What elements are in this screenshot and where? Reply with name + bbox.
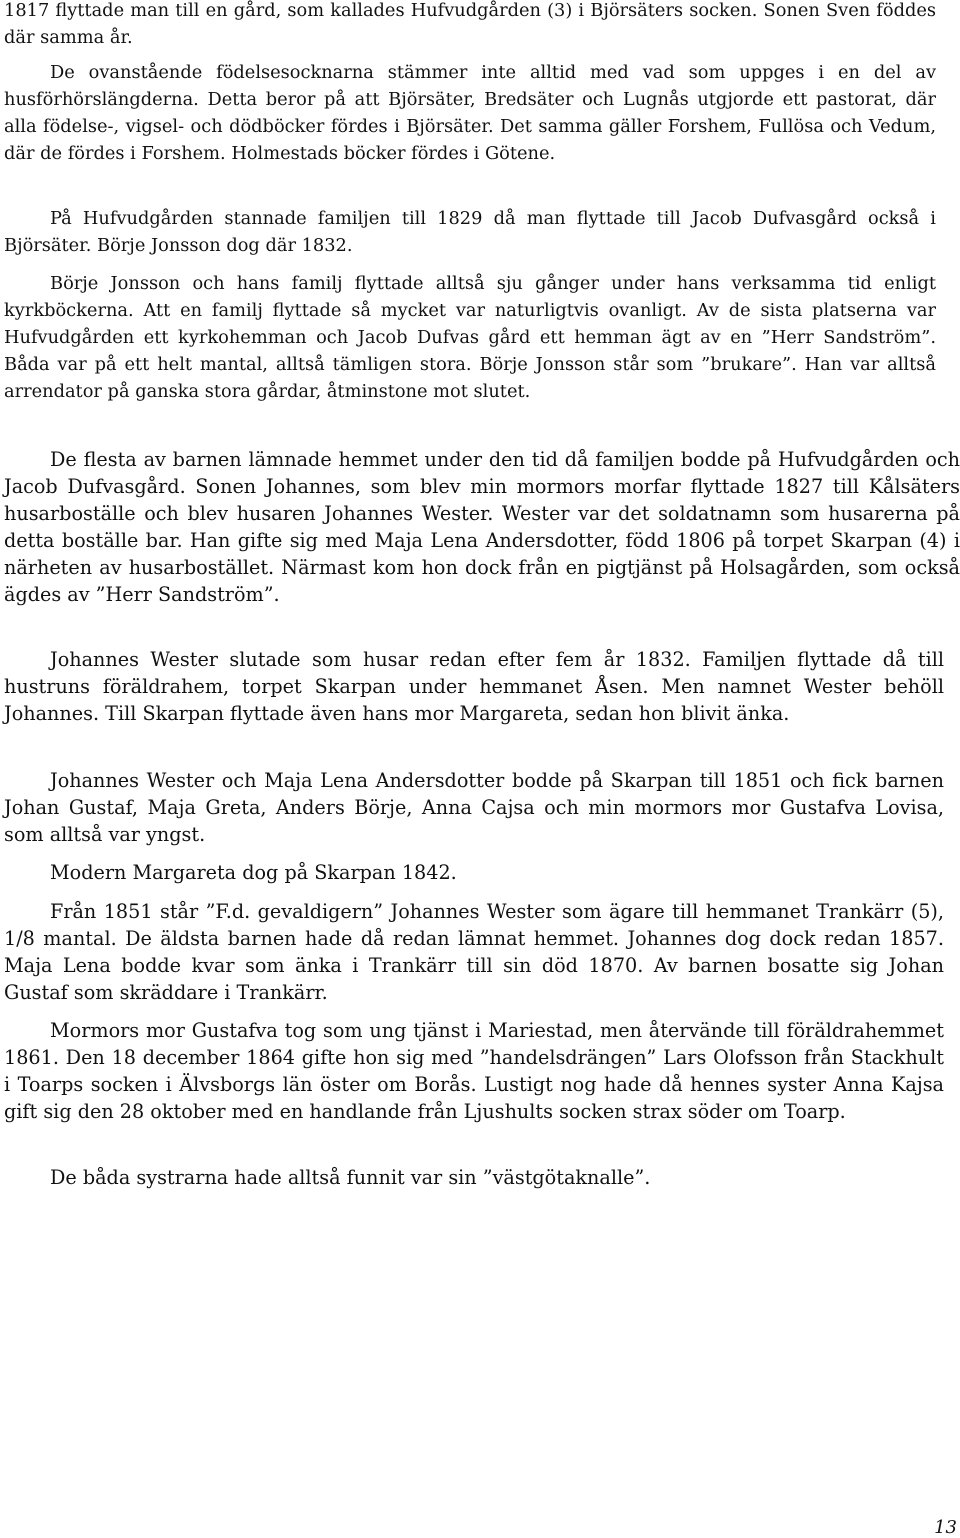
page-number: 13 (934, 1517, 957, 1538)
paragraph-2: De ovanstående födelsesocknarna stämmer inte alltid med vad som uppges i en del av husförhörslängderna. Detta beror på att Björsäter, Bredsäter och Lugnås utgjorde ett pastorat, där alla födelse-, vigsel- och dödböcker fördes i Björsäter. Det samma gäller Forshem, Fullösa och Vedum, där de fördes i Forshem. Holmestads böcker fördes i Götene. (4, 62, 936, 164)
paragraph-3: På Hufvudgården stannade familjen till 1829 då man flyttade till Jacob Dufvasgård också i Björsäter. Börje Jonsson dog där 1832. (4, 208, 936, 256)
paragraph-5: De flesta av barnen lämnade hemmet under den tid då familjen bodde på Hufvudgården och Jacob Dufvasgård. Sonen Johannes, som blev min mormors morfar flyttade 1827 till Kålsäters husarboställe och blev husaren Johannes Wester. Wester var det soldatnamn som husarerna på detta boställe bar. Han gifte sig med Maja Lena Andersdotter, född 1806 på torpet Skarpan (4) i närheten av husarbostället. Närmast kom hon dock från en pigtjänst på Holsagården, som också ägdes av ”Herr Sandström”. (4, 448, 960, 606)
paragraph-7: Johannes Wester och Maja Lena Andersdotter bodde på Skarpan till 1851 och fick barnen Johan Gustaf, Maja Greta, Anders Börje, Anna Cajsa och min mormors mor Gustafva Lovisa, som alltså var yngst. (4, 769, 944, 846)
paragraph-8: Modern Margareta dog på Skarpan 1842. (50, 861, 457, 884)
paragraph-6: Johannes Wester slutade som husar redan efter fem år 1832. Familjen flyttade då till hustruns föräldrahem, torpet Skarpan under hemmanet Åsen. Men namnet Wester behöll Johannes. Till Skarpan flyttade även hans mor Margareta, sedan hon blivit änka. (4, 648, 944, 725)
paragraph-9: Från 1851 står ”F.d. gevaldigern” Johannes Wester som ägare till hemmanet Trankärr (5), 1/8 mantal. De äldsta barnen hade då redan lämnat hemmet. Johannes dog dock redan 1857. Maja Lena bodde kvar som änka i Trankärr till sin död 1870. Av barnen bosatte sig Johan Gustaf som skräddare i Trankärr. (4, 900, 944, 1004)
paragraph-10: Mormors mor Gustafva tog som ung tjänst i Mariestad, men återvände till föräldrahemmet 1861. Den 18 december 1864 gifte hon sig med ”handelsdrängen” Lars Olofsson från Stackhult i Toarps socken i Älvsborgs län öster om Borås. Lustigt nog hade då hennes syster Anna Kajsa gift sig den 28 oktober med en handlande från Ljushults socken strax söder om Toarp. (4, 1019, 944, 1123)
paragraph-11: De båda systrarna hade alltså funnit var sin ”västgötaknalle”. (50, 1166, 651, 1189)
paragraph-1: 1817 flyttade man till en gård, som kallades Hufvudgården (3) i Björsäters socken. Sonen Sven föddes där samma år. (4, 0, 936, 48)
paragraph-4: Börje Jonsson och hans familj flyttade alltså sju gånger under hans verksamma tid enligt kyrkböckerna. Att en familj flyttade så mycket var naturligtvis ovanligt. Av de sista platserna var Hufvudgården ett kyrkohemman och Jacob Dufvas gård ett hemman ägt av en ”Herr Sandström”. Båda var på ett helt mantal, alltså tämligen stora. Börje Jonsson står som ”brukare”. Han var alltså arrendator på ganska stora gårdar, åtminstone mot slutet. (4, 273, 936, 402)
